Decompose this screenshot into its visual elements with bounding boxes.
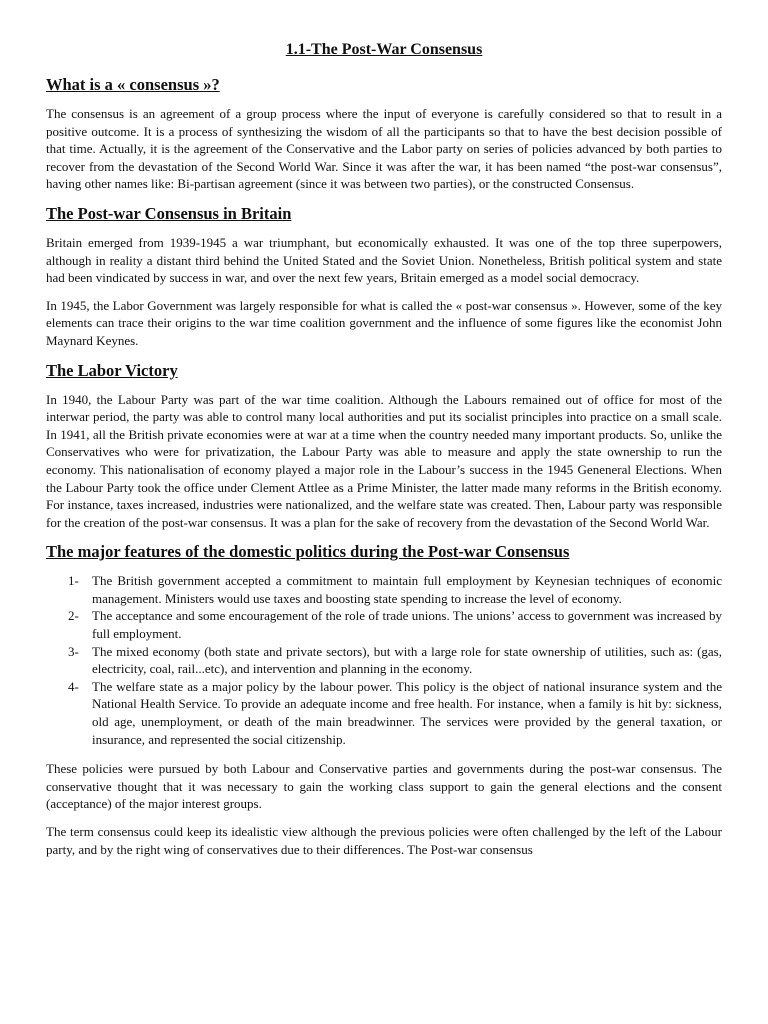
paragraph: Britain emerged from 1939-1945 a war triumphant, but economically exhausted. It was one of the top three superpowers, although in reality a distant third behind the United Stated and the Soviet Union. Nonetheless, British political system and state had been vindicated by success in war, and over the next few years, Britain emerged as a model social democracy. — [46, 234, 722, 286]
paragraph: These policies were pursued by both Labour and Conservative parties and governments during the post-war consensus. The conservative thought that it was necessary to gain the working class support to gain the general elections and the consent (acceptance) of the major interest groups. — [46, 761, 722, 812]
section-heading-major-features: The major features of the domestic politics during the Post-war Consensus — [46, 542, 570, 562]
list-item — [46, 572, 722, 607]
features-list — [46, 572, 722, 748]
list-item-text: The mixed economy (both state and private sectors), but with a large role for state ownership of utilities, such as: (gas, electricity, coal, rail...etc), and intervention and planning in the economy. — [92, 643, 722, 677]
document-title: 1.1-The Post-War Consensus — [285, 41, 483, 58]
list-item — [46, 643, 722, 678]
paragraph: The term consensus could keep its idealistic view although the previous policies were often challenged by the left of the Labour party, and by the right wing of conservatives due to their differences. The Post-war consensus — [46, 824, 722, 857]
list-item — [46, 607, 722, 642]
list-item-text: The acceptance and some encouragement of the role of trade unions. The unions’ access to government was increased by full employment. — [92, 608, 722, 642]
section-heading-post-war-britain: The Post-war Consensus in Britain — [46, 203, 292, 223]
list-item-number: 3- — [68, 643, 79, 659]
paragraph: In 1945, the Labor Government was largely responsible for what is called the « post-war consensus ». However, some of the key elements can trace their origins to the war time coalition government and the influence of some figures like the economist John Maynard Keynes. — [46, 297, 722, 348]
list-item-number: 4- — [68, 678, 79, 694]
paragraph: The consensus is an agreement of a group process where the input of everyone is carefully considered so that to result in a positive outcome. It is a process of synthesizing the wisdom of all the participants so that to have the best decision possible of that time. Actually, it is the agreement of the Conservative and the Labor party on series of policies advanced by both parties to recover from the devastation of the Second World War. Since it was after the war, it has been named “the post-war consensus”, having other names like: Bi-partisan agreement (since it was between two parties), or the constructed Consensus. — [46, 106, 722, 192]
list-item-number: 1- — [68, 573, 79, 589]
list-item-text: The British government accepted a commitment to maintain full employment by Keynesian techniques of economic management. Ministers would use taxes and boosting state spending to increase the level of economy. — [92, 573, 722, 606]
list-item — [46, 678, 722, 748]
paragraph: In 1940, the Labour Party was part of the war time coalition. Although the Labours remained out of office for most of the interwar period, the party was able to control many local authorities and put its socialist principles into practice on a small scale. In 1941, all the British private economies were at war at a time when the country needed many important products. So, unlike the Conservatives who were for privatization, the Labour Party was able to measure and apply the state ownership to run the economy. This nationalisation of economy played a major role in the Labour’s success in the 1945 Geneneral Elections. When the Labour Party took the office under Clement Attlee as a Prime Minister, the latter made many reforms in the British economy. For instance, taxes increased, industries were nationalized, and the welfare state was created. Then, Labour party was responsible for the creation of the post-war consensus. It was a plan for the sake of recovery from the devastation of the Second World War. — [46, 391, 722, 530]
section-heading-consensus: What is a « consensus »? — [46, 75, 220, 94]
list-item-text: The welfare state as a major policy by the labour power. This policy is the object of national insurance system and the National Health Service. To provide an adequate income and free health. For instance, when a family is hit by: sickness, old age, unemployment, or death of the main breadwinner. The services were provided by the general taxation, or insurance, and represented the social citizenship. — [92, 678, 722, 747]
list-item-number: 2- — [68, 608, 79, 624]
section-heading-labor-victory: The Labor Victory — [46, 360, 178, 380]
